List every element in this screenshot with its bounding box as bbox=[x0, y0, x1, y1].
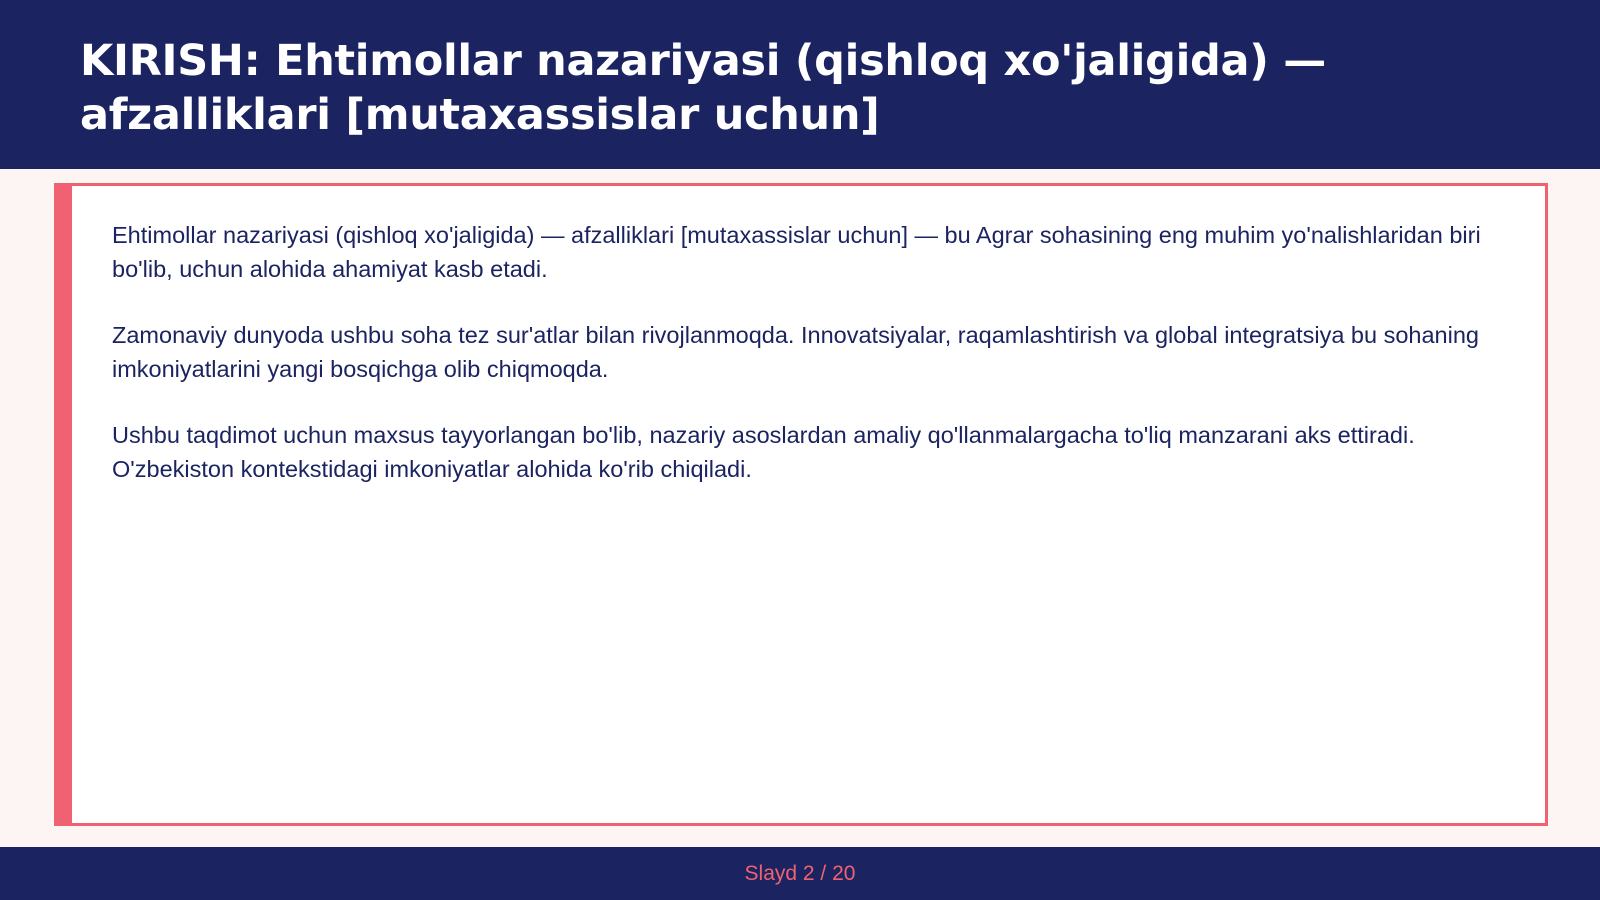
footer-bar bbox=[0, 847, 1600, 900]
modern-world-paragraph: Zamonaviy dunyoda ushbu soha tez sur'atlar bilan rivojlanmoqda. Innovatsiyalar, raqamlashtirish va global integratsiya bu sohaning imkoniyatlarini yangi bosqichga olib chiqmoqda. bbox=[112, 322, 1479, 382]
content-card bbox=[54, 183, 1548, 826]
presentation-scope-paragraph: Ushbu taqdimot uchun maxsus tayyorlangan bo'lib, nazariy asoslardan amaliy qo'llanmalargacha to'liq manzarani aks ettiradi. O'zbekiston kontekstidagi imkoniyatlar alohida ko'rib chiqiladi. bbox=[112, 422, 1415, 482]
title-bar bbox=[0, 0, 1600, 169]
intro-paragraph: Ehtimollar nazariyasi (qishloq xo'jaligida) — afzalliklari [mutaxassislar uchun] — bu Agrar sohasining eng muhim yo'nalishlaridan biri bo'lib, uchun alohida ahamiyat kasb etadi. bbox=[112, 222, 1481, 282]
slide-title: KIRISH: Ehtimollar nazariyasi (qishloq xo'jaligida) — afzalliklari [mutaxassislar uchun] bbox=[80, 36, 1326, 140]
slide-counter: Slayd 2 / 20 bbox=[744, 861, 856, 885]
